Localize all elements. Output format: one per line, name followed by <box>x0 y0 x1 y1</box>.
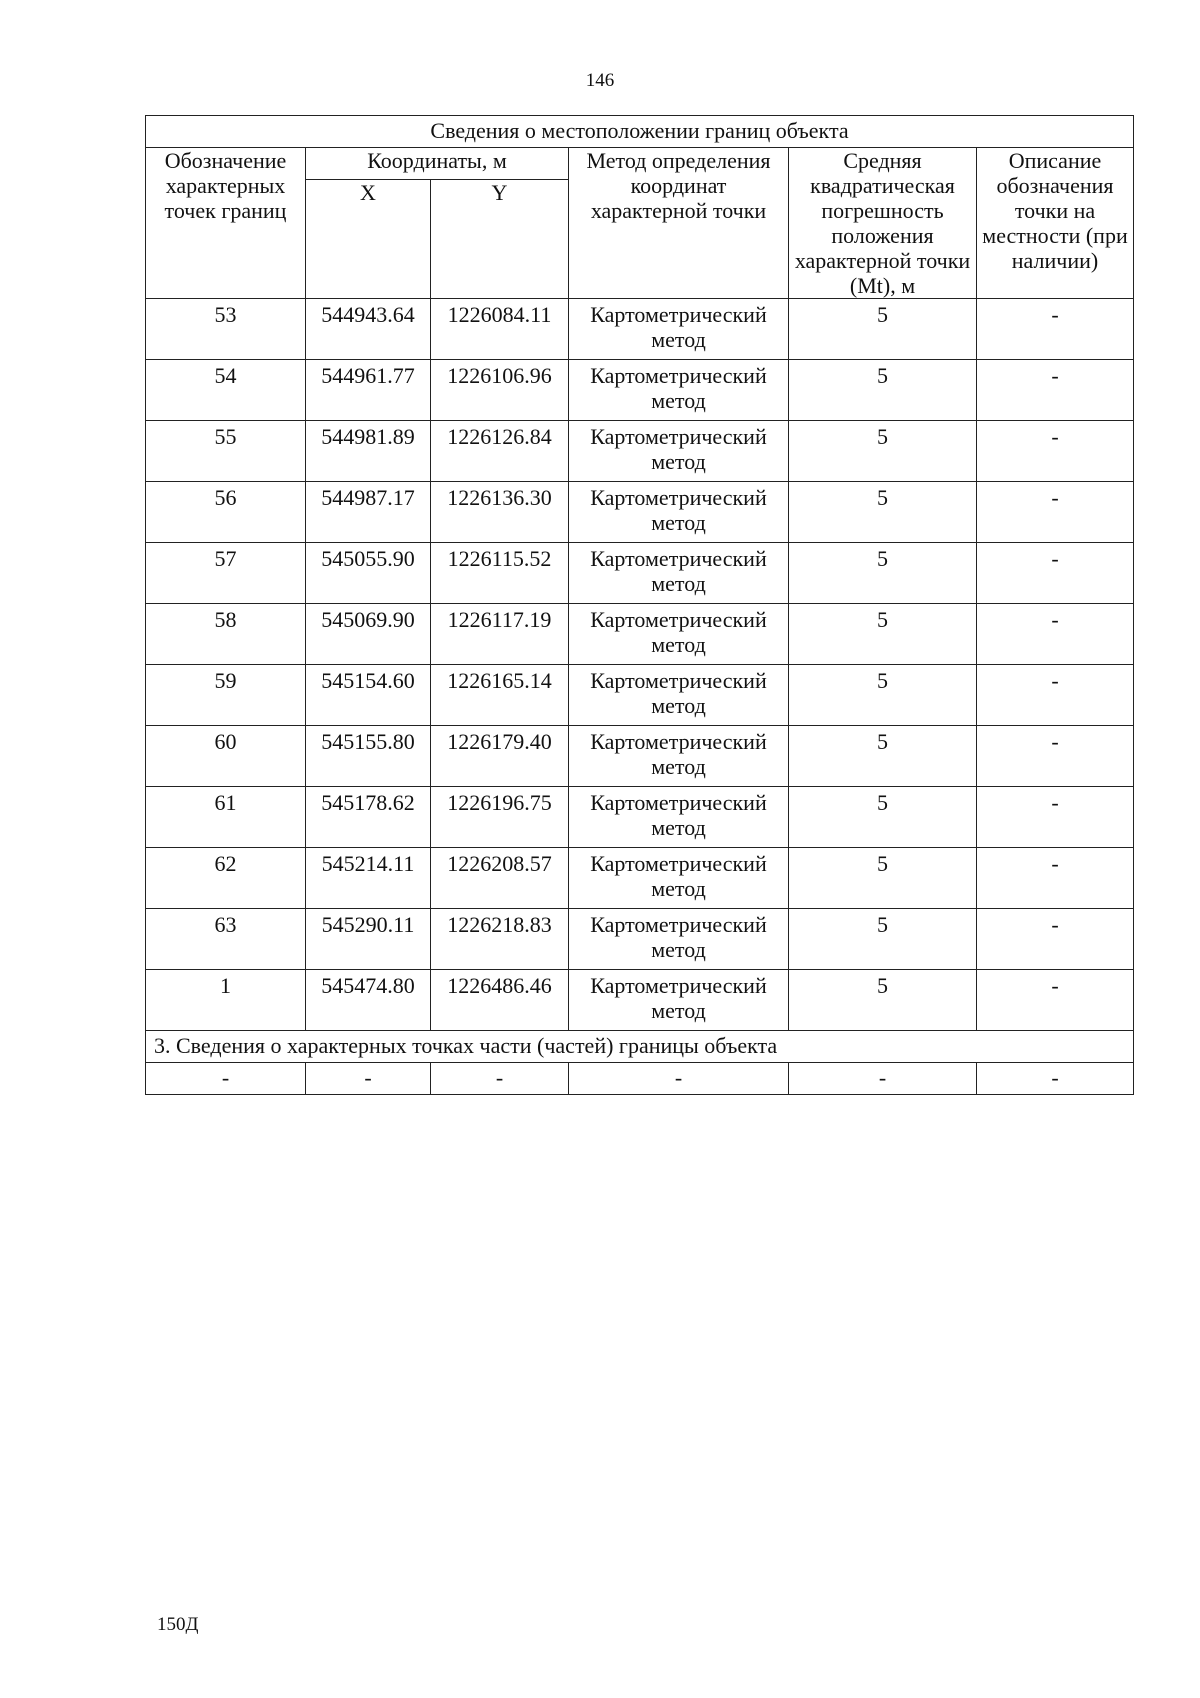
section-3-title-row <box>146 1031 1134 1063</box>
cell-description: - <box>977 421 1134 482</box>
cell-point: 54 <box>146 360 306 421</box>
table-row <box>146 360 1134 421</box>
cell-description: - <box>977 848 1134 909</box>
cell-y: 1226084.11 <box>431 299 569 360</box>
cell-description: - <box>977 787 1134 848</box>
section-3-cell: - <box>789 1063 977 1095</box>
cell-error: 5 <box>789 299 977 360</box>
cell-point: 53 <box>146 299 306 360</box>
cell-point: 61 <box>146 787 306 848</box>
cell-description: - <box>977 360 1134 421</box>
cell-y: 1226165.14 <box>431 665 569 726</box>
cell-error: 5 <box>789 665 977 726</box>
table-header-row <box>146 148 1134 180</box>
cell-point: 63 <box>146 909 306 970</box>
cell-description: - <box>977 909 1134 970</box>
table-title: Сведения о местоположении границ объекта <box>146 116 1134 148</box>
cell-method: Картометрический метод <box>569 970 789 1031</box>
cell-point: 58 <box>146 604 306 665</box>
cell-description: - <box>977 970 1134 1031</box>
cell-error: 5 <box>789 970 977 1031</box>
cell-description: - <box>977 543 1134 604</box>
table-row <box>146 848 1134 909</box>
table-row <box>146 482 1134 543</box>
cell-error: 5 <box>789 726 977 787</box>
section-3-row <box>146 1063 1134 1095</box>
section-3-cell: - <box>146 1063 306 1095</box>
table-row <box>146 543 1134 604</box>
cell-point: 62 <box>146 848 306 909</box>
cell-y: 1226196.75 <box>431 787 569 848</box>
cell-error: 5 <box>789 482 977 543</box>
cell-method: Картометрический метод <box>569 421 789 482</box>
table-row <box>146 970 1134 1031</box>
cell-error: 5 <box>789 604 977 665</box>
cell-error: 5 <box>789 360 977 421</box>
cell-x: 545154.60 <box>306 665 431 726</box>
cell-point: 56 <box>146 482 306 543</box>
cell-method: Картометрический метод <box>569 543 789 604</box>
table-row <box>146 787 1134 848</box>
cell-error: 5 <box>789 909 977 970</box>
cell-x: 545474.80 <box>306 970 431 1031</box>
cell-method: Картометрический метод <box>569 726 789 787</box>
header-x: X <box>306 180 431 299</box>
header-y: Y <box>431 180 569 299</box>
header-error: Средняя квадратическая погрешность положения характерной точки (Mt), м <box>789 148 977 299</box>
cell-error: 5 <box>789 787 977 848</box>
cell-x: 545055.90 <box>306 543 431 604</box>
cell-x: 545069.90 <box>306 604 431 665</box>
cell-method: Картометрический метод <box>569 909 789 970</box>
cell-point: 59 <box>146 665 306 726</box>
boundary-points-table <box>145 115 1134 1095</box>
cell-x: 545214.11 <box>306 848 431 909</box>
section-3-cell: - <box>431 1063 569 1095</box>
footer-code: 150Д <box>157 1614 199 1635</box>
cell-y: 1226115.52 <box>431 543 569 604</box>
cell-error: 5 <box>789 421 977 482</box>
section-3-cell: - <box>569 1063 789 1095</box>
cell-description: - <box>977 482 1134 543</box>
cell-x: 545178.62 <box>306 787 431 848</box>
header-description: Описание обозначения точки на местности (при наличии) <box>977 148 1134 299</box>
cell-method: Картометрический метод <box>569 299 789 360</box>
cell-point: 60 <box>146 726 306 787</box>
cell-method: Картометрический метод <box>569 482 789 543</box>
header-coordinates: Координаты, м <box>306 148 569 180</box>
cell-x: 544961.77 <box>306 360 431 421</box>
cell-error: 5 <box>789 848 977 909</box>
table-row <box>146 665 1134 726</box>
cell-point: 1 <box>146 970 306 1031</box>
cell-x: 544981.89 <box>306 421 431 482</box>
cell-x: 544987.17 <box>306 482 431 543</box>
table-row <box>146 421 1134 482</box>
cell-description: - <box>977 665 1134 726</box>
cell-y: 1226126.84 <box>431 421 569 482</box>
cell-error: 5 <box>789 543 977 604</box>
cell-method: Картометрический метод <box>569 665 789 726</box>
table-row <box>146 604 1134 665</box>
cell-y: 1226486.46 <box>431 970 569 1031</box>
table-row <box>146 909 1134 970</box>
cell-description: - <box>977 299 1134 360</box>
page-number: 146 <box>585 70 615 91</box>
cell-x: 545155.80 <box>306 726 431 787</box>
section-3-cell: - <box>306 1063 431 1095</box>
cell-y: 1226106.96 <box>431 360 569 421</box>
section-3-cell: - <box>977 1063 1134 1095</box>
table-title-row <box>146 116 1134 148</box>
cell-point: 55 <box>146 421 306 482</box>
cell-method: Картометрический метод <box>569 360 789 421</box>
cell-point: 57 <box>146 543 306 604</box>
cell-description: - <box>977 726 1134 787</box>
cell-x: 544943.64 <box>306 299 431 360</box>
table-row <box>146 299 1134 360</box>
cell-method: Картометрический метод <box>569 848 789 909</box>
cell-y: 1226208.57 <box>431 848 569 909</box>
header-method: Метод определения координат характерной точки <box>569 148 789 299</box>
cell-description: - <box>977 604 1134 665</box>
table-row <box>146 726 1134 787</box>
cell-method: Картометрический метод <box>569 604 789 665</box>
cell-y: 1226179.40 <box>431 726 569 787</box>
cell-method: Картометрический метод <box>569 787 789 848</box>
cell-y: 1226117.19 <box>431 604 569 665</box>
cell-y: 1226218.83 <box>431 909 569 970</box>
cell-x: 545290.11 <box>306 909 431 970</box>
header-point: Обозначение характерных точек границ <box>146 148 306 299</box>
cell-y: 1226136.30 <box>431 482 569 543</box>
section-3-title: 3. Сведения о характерных точках части (частей) границы объекта <box>146 1031 1134 1063</box>
